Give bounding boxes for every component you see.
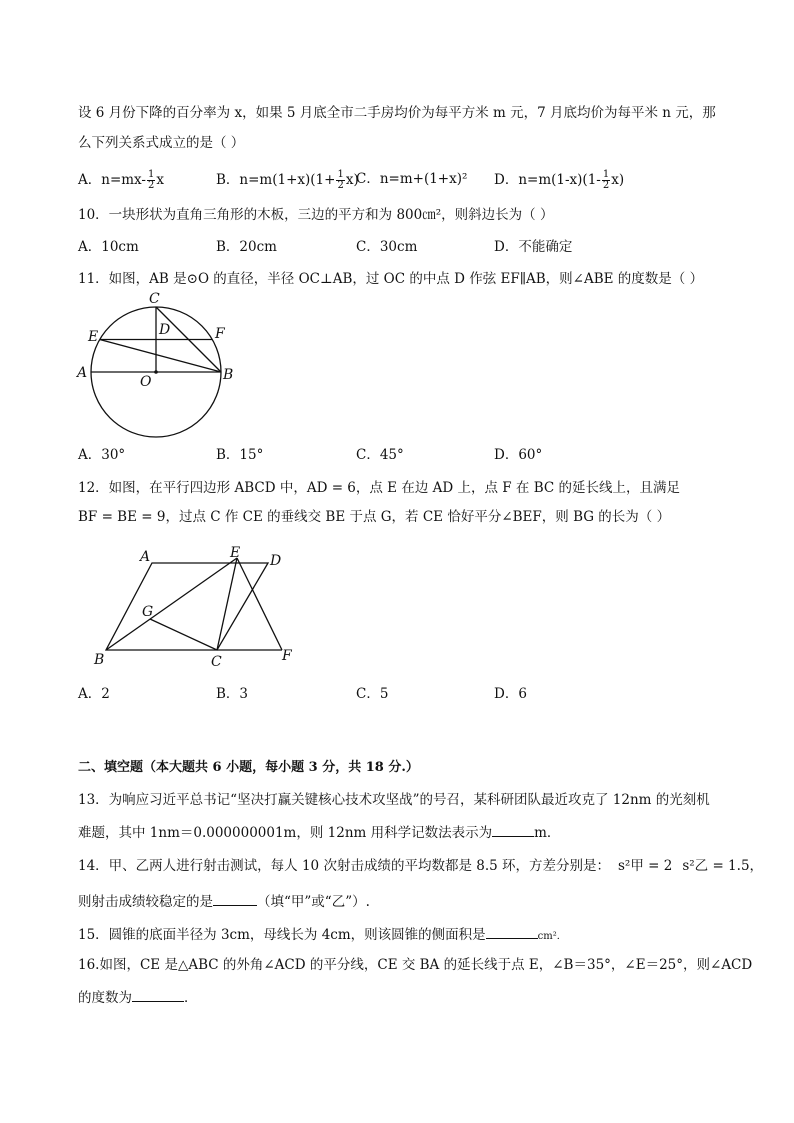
label-f: F bbox=[282, 648, 292, 664]
fraction-half: $\frac{1}{2}$ bbox=[148, 169, 155, 191]
label-f: F bbox=[215, 326, 225, 342]
q16-stem-line2: 的度数为 ． bbox=[78, 987, 198, 1007]
variance-jia: s²甲 = 2 bbox=[618, 858, 673, 874]
label-c: C bbox=[211, 654, 222, 670]
q13-stem-line1: 13．为响应习近平总书记“坚决打赢关键核心技术攻坚战”的号召，某科研团队最近攻克了 12nm 的光刻机 bbox=[78, 792, 710, 808]
q9-option-d[interactable]: D．n=m(1-x)(1- $\frac{1}{2}$ x) bbox=[494, 169, 625, 191]
q12-stem-line1: 12．如图，在平行四边形 ABCD 中，AD = 6，点 E 在边 AD 上，点 F 在 BC 的延长线上，且满足 bbox=[78, 480, 681, 496]
segment-gc bbox=[150, 619, 217, 650]
q11-option-b[interactable]: B．15° bbox=[216, 447, 264, 463]
q14-answer-blank[interactable] bbox=[213, 891, 257, 906]
q9-stem-line1: 设 6 月份下降的百分率为 x，如果 5 月底全市二手房均价为每平方米 m 元，7 月底均价为每平米 n 元，那 bbox=[78, 105, 716, 121]
fraction-half: $\frac{1}{2}$ bbox=[337, 169, 344, 191]
label-b: B bbox=[223, 367, 234, 383]
q10-option-a[interactable]: A．10cm bbox=[78, 239, 139, 255]
variance-yi: s²乙 = 1.5 bbox=[682, 858, 750, 874]
q12-option-c[interactable]: C．5 bbox=[356, 686, 389, 702]
parallelogram-abcd bbox=[106, 563, 268, 650]
label-c: C bbox=[149, 291, 160, 307]
fraction-half: $\frac{1}{2}$ bbox=[602, 169, 610, 191]
q12-option-b[interactable]: B．3 bbox=[216, 686, 249, 702]
q14-stem-line2: 则射击成绩较稳定的是 （填“甲”或“乙”）. bbox=[78, 891, 370, 911]
label-o: O bbox=[140, 374, 152, 390]
q12-stem-line2: BF = BE = 9，过点 C 作 CE 的垂线交 BE 于点 G，若 CE 恰好平分∠BEF，则 BG 的长为（ ） bbox=[78, 509, 671, 525]
q11-stem: 11．如图，AB 是⊙O 的直径，半径 OC⊥AB，过 OC 的中点 D 作弦 EF∥AB，则∠ABE 的度数是（ ） bbox=[78, 271, 704, 287]
segment-be bbox=[106, 558, 237, 650]
q12-option-d[interactable]: D．6 bbox=[494, 686, 527, 702]
q11-option-c[interactable]: C．45° bbox=[356, 447, 404, 463]
q9-option-a[interactable]: A．n=mx- $\frac{1}{2}$ x bbox=[78, 169, 164, 191]
q16-stem-line1: 16.如图，CE 是△ABC 的外角∠ACD 的平分线，CE 交 BA 的延长线于点 E，∠B＝35°，∠E＝25°，则∠ACD bbox=[78, 957, 753, 973]
q10-stem: 10．一块形状为直角三角形的木板，三边的平方和为 800㎝²，则斜边长为（ ） bbox=[78, 207, 554, 223]
label-a: A bbox=[77, 365, 88, 381]
label-a: A bbox=[140, 549, 151, 565]
q13-answer-blank[interactable] bbox=[492, 822, 534, 837]
q9-option-c[interactable]: C．n=m+(1+x)² bbox=[356, 171, 468, 187]
q12-option-a[interactable]: A．2 bbox=[78, 686, 110, 702]
segment-ec bbox=[217, 558, 237, 650]
label-e: E bbox=[230, 545, 241, 561]
section-title-fill-in: 二、填空题（本大题共 6 小题，每小题 3 分，共 18 分.） bbox=[78, 760, 419, 775]
label-d: D bbox=[270, 553, 282, 569]
label-d: D bbox=[159, 322, 171, 338]
label-g: G bbox=[142, 604, 154, 620]
q11-circle-figure bbox=[74, 288, 244, 440]
label-b: B bbox=[94, 652, 105, 668]
q14-stem-line1: 14．甲、乙两人进行射击测试，每人 10 次射击成绩的平均数都是 8.5 环，方差分别是： s²甲 = 2 s²乙 = 1.5， bbox=[78, 858, 764, 874]
label-e: E bbox=[88, 329, 99, 345]
q15-stem: 15．圆锥的底面半径为 3cm，母线长为 4cm，则该圆锥的侧面积是 cm²． bbox=[78, 924, 567, 946]
q13-stem-line2: 难题，其中 1nm＝0.000000001m，则 12nm 用科学记数法表示为 m． bbox=[78, 822, 560, 842]
q11-option-d[interactable]: D．60° bbox=[494, 447, 543, 463]
q9-stem-line2: 么下列关系式成立的是（ ） bbox=[78, 135, 245, 151]
q12-parallelogram-figure bbox=[88, 540, 308, 670]
q15-answer-blank[interactable] bbox=[486, 924, 538, 939]
segment-eb bbox=[100, 340, 221, 373]
q10-option-b[interactable]: B．20cm bbox=[216, 239, 277, 255]
q10-option-c[interactable]: C．30cm bbox=[356, 239, 418, 255]
q10-option-d[interactable]: D．不能确定 bbox=[494, 239, 573, 255]
center-point bbox=[154, 370, 158, 374]
q9-option-b[interactable]: B．n=m(1+x)(1+ $\frac{1}{2}$ x) bbox=[216, 169, 359, 191]
q16-answer-blank[interactable] bbox=[132, 987, 184, 1002]
q11-option-a[interactable]: A．30° bbox=[78, 447, 126, 463]
